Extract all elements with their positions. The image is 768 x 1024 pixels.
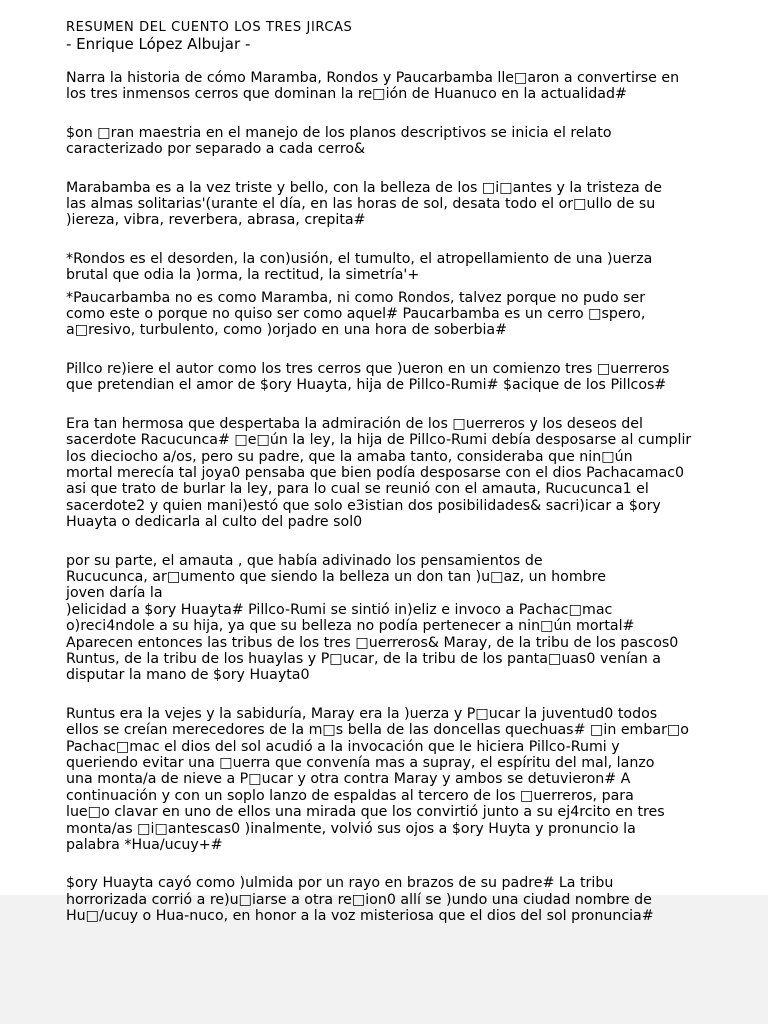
paragraph: Era tan hermosa que despertaba la admiración de los □uerreros y los deseos del sacerdote Racucunca# □e□ún la ley, la hija de Pillco-Rumi debía desposarse al cumplir los dieciocho a/os, pero su padre, que la amaba tanto, consideraba que nin□ún mortal merecía tal joya0 pensaba que bien podía desposarse con el dios Pachacamac0 asi que trato de burlar la ley, para lo cual se reunió con el amauta, Rucucunca1 el sacerdote2 y quien mani)estó que solo e3istian dos posibilidades& sacri)icar a $ory Huayta o dedicarla al culto del padre sol0 [66, 415, 692, 531]
paragraph: Pillco re)iere el autor como los tres cerros que )ueron en un comienzo tres □uerreros que pretendian el amor de $ory Huayta, hija de Pillco-Rumi# $acique de los Pillcos# [66, 360, 670, 394]
paragraph: *Paucarbamba no es como Maramba, ni como Rondos, talvez porque no pudo ser como este o porque no quiso ser como aquel# Paucarbamba es un cerro □spero, a□resivo, turbulento, como )orjado en una hora de soberbia# [66, 289, 646, 339]
paragraph: $ory Huayta cayó como )ulmida por un rayo en brazos de su padre# La tribu horrorizada corrió a re)u□iarse a otra re□ion0 allí se )undo una ciudad nombre de Hu□/ucuy o Hua-nuco, en honor a la voz misteriosa que el dios del sol pronuncia# [66, 875, 654, 925]
paragraph: *Rondos es el desorden, la con)usión, el tumulto, el atropellamiento de una )uerza brutal que odia la )orma, la rectitud, la simetría'+ [66, 250, 653, 284]
paragraph: Runtus era la vejes y la sabiduría, Maray era la )uerza y P□ucar la juventud0 todos ellos se creían merecedores de la m□s bella de las doncellas quechuas# □in embar□o Pachac□mac el dios del sol acudió a la invocación que le hiciera Pillco-Rumi y queriendo evitar una □uerra que convenía mas a supray, el espíritu del mal, lanzo una monta/a de nieve a P□ucar y otra contra Maray y ambos se detuvieron# A continuación y con un soplo lanzo de espaldas al tercero de los □uerreros, para lue□o clavar en uno de ellos una mirada que los convirtió junto a su ej4rcito en tres monta/as □i□antescas0 )inalmente, volvió sus ojos a $ory Huyta y pronuncio la palabra *Hua/ucuy+# [66, 705, 689, 854]
paragraph: por su parte, el amauta , que había adivinado los pensamientos de Rucucunca, ar□umento que siendo la belleza un don tan )u□az, un hombre joven daría la )elicidad a $ory Huayta# Pillco-Rumi se sintió in)eliz e invoco a Pachac□mac o)reci4ndole a su hija, ya que su belleza no podía pertenecer a nin□ún mortal# Aparecen entonces las tribus de los tres □uerreros& Maray, de la tribu de los pascos0 Runtus, de la tribu de los huaylas y P□ucar, de la tribu de los panta□uas0 venían a disputar la mano de $ory Huayta0 [66, 552, 679, 684]
paragraph: $on □ran maestria en el manejo de los planos descriptivos se inicia el relato caracterizado por separado a cada cerro& [66, 124, 612, 158]
paragraph: Marabamba es a la vez triste y bello, con la belleza de los □i□antes y la tristeza de las almas solitarias'(urante el día, en las horas de sol, desata todo el or□ullo de su )iereza, vibra, reverbera, abrasa, crepita# [66, 179, 662, 229]
document-subtitle: - Enrique López Albujar - [66, 35, 251, 53]
document-content [66, 20, 756, 925]
paragraph: Narra la historia de cómo Maramba, Rondos y Paucarbamba lle□aron a convertirse en los tres inmensos cerros que dominan la re□ión de Huanuco en la actualidad# [66, 70, 680, 103]
document-title: RESUMEN DEL CUENTO LOS TRES JIRCAS [66, 20, 353, 35]
